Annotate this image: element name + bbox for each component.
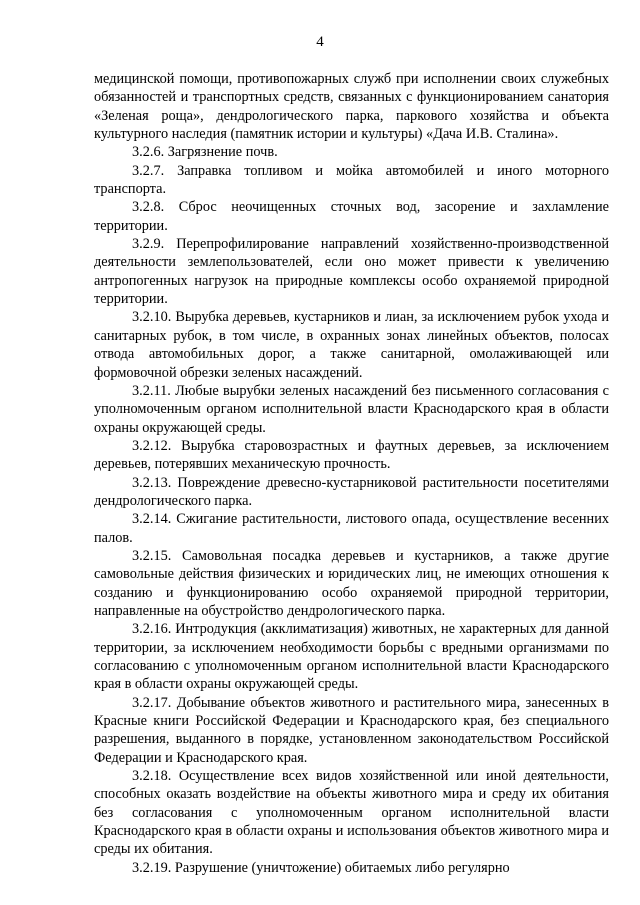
paragraph-3-2-16: 3.2.16. Интродукция (акклиматизация) животных, не характерных для данной территории, за исключением необходимости борьбы с вредными организмами по согласованию с уполномоченным органом исполнительной власти Краснодарского края в области охраны окружающей среды.: [94, 621, 609, 693]
paragraph-3-2-7: 3.2.7. Заправка топливом и мойка автомобилей и иного моторного транспорта.: [94, 162, 609, 198]
page-number: 4: [316, 34, 324, 50]
paragraph-3-2-9: 3.2.9. Перепрофилирование направлений хозяйственно-производственной деятельности землепользователей, если оно может привести к увеличению антропогенных нагрузок на природные комплексы особо охраняемой природной территории.: [94, 236, 609, 308]
paragraph-3-2-13: 3.2.13. Повреждение древесно-кустарниковой растительности посетителями дендрологического парка.: [94, 474, 609, 509]
paragraph-3-2-8: 3.2.8. Сброс неочищенных сточных вод, засорение и захламление территории.: [94, 199, 609, 234]
paragraph-3-2-17: 3.2.17. Добывание объектов животного и растительного мира, занесенных в Красные книги Российской Федерации и Краснодарского края, без специального разрешения, выданного в порядке, установленном законодательством Российской Федерации и Краснодарского края.: [94, 694, 609, 766]
paragraph-3-2-14: 3.2.14. Сжигание растительности, листового опада, осуществление весенних палов.: [94, 511, 609, 546]
paragraph-3-2-6: 3.2.6. Загрязнение почв.: [132, 144, 278, 161]
paragraph-continuation: медицинской помощи, противопожарных служб при исполнении своих служебных обязанностей и транспортных средств, связанных с функционированием санатория «Зеленая роща», дендрологического парка, паркового хозяйства и объекта культурного наследия (памятник истории и культуры) «Дача И.В. Сталина».: [94, 71, 609, 143]
paragraph-3-2-19: 3.2.19. Разрушение (уничтожение) обитаемых либо регулярно: [132, 859, 510, 876]
paragraph-3-2-11: 3.2.11. Любые вырубки зеленых насаждений без письменного согласования с уполномоченным органом исполнительной власти Краснодарского края в области охраны окружающей среды.: [94, 382, 609, 436]
paragraph-3-2-15: 3.2.15. Самовольная посадка деревьев и кустарников, а также другие самовольные действия физических и юридических лиц, не имеющих отношения к созданию и функционированию особо охраняемой природной территории, направленные на обустройство дендрологического парка.: [94, 547, 609, 619]
paragraph-3-2-10: 3.2.10. Вырубка деревьев, кустарников и лиан, за исключением рубок ухода и санитарных рубок, в том числе, в охранных зонах линейных объектов, полосах отвода автомобильных дорог, а также санитарной, омолаживающей или формовочной обрезки зеленых насаждений.: [94, 309, 609, 381]
paragraph-3-2-18: 3.2.18. Осуществление всех видов хозяйственной или иной деятельности, способных оказать воздействие на объекты животного мира и среду их обитания без согласования с уполномоченным органом исполнительной власти Краснодарского края в области охраны и использования объектов животного мира и среды их обитания.: [94, 768, 609, 858]
paragraph-3-2-12: 3.2.12. Вырубка старовозрастных и фаутных деревьев, за исключением деревьев, потерявших механическую прочность.: [94, 437, 609, 473]
document-body: [94, 70, 609, 877]
